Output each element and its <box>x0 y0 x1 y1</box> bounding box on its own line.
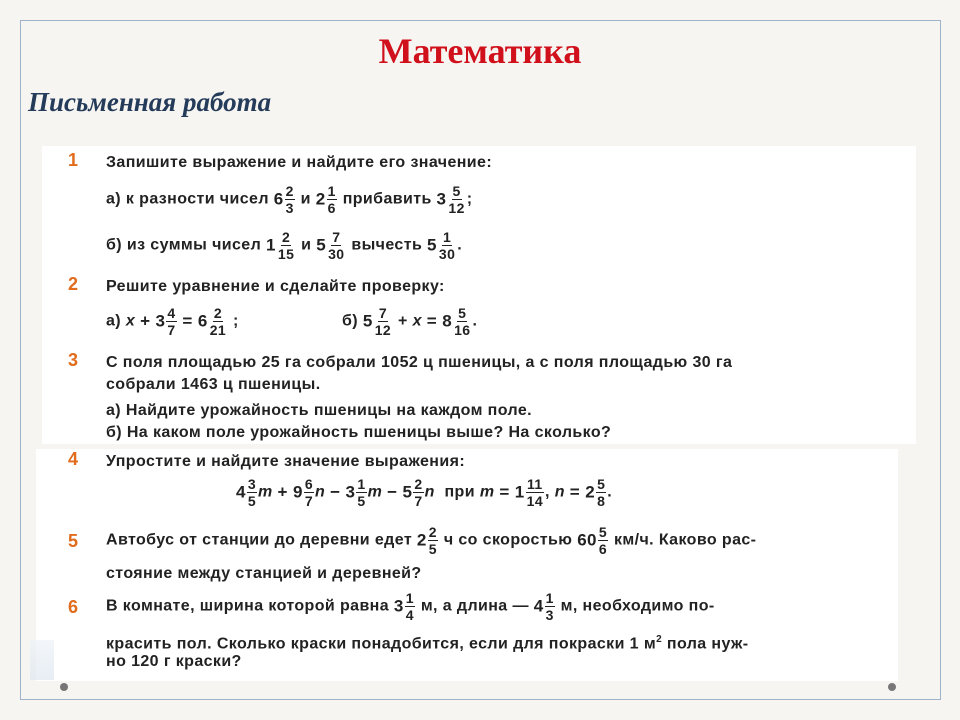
fraction: $\frac{5}{8}$ <box>597 476 606 509</box>
fraction: $\frac{5}{6}$ <box>598 524 608 557</box>
task-text: но 120 г краски? <box>106 653 242 670</box>
frame-dot <box>60 683 68 691</box>
task-number: 2 <box>68 274 79 294</box>
task-text: Запишите выражение и найдите его значение: <box>106 154 493 171</box>
fraction: $\frac{2}{21}$ <box>209 305 227 338</box>
task-item-b: б) На каком поле урожайность пшеницы выше? На сколько? <box>106 424 612 441</box>
task-number: 6 <box>68 597 79 617</box>
task-text: красить пол. Сколько краски понадобится, если для покраски 1 $м^2$ пола нуж- <box>106 634 749 653</box>
fraction: $\frac{2}{15}$ <box>277 229 295 262</box>
task-number: 5 <box>68 531 79 551</box>
task-text: Упростите и найдите значение выражения: <box>106 453 466 470</box>
tasks-card-top <box>42 146 916 444</box>
task-text: Автобус от станции до деревни едет 2 $\frac{2}{5}$ ч со скоростью 60 $\frac{5}{6}$ км/ч. Каково рас- <box>106 524 757 557</box>
frame-dot <box>888 683 896 691</box>
page-subtitle: Письменная работа <box>28 87 272 117</box>
fraction: $\frac{1}{4}$ <box>405 590 414 623</box>
fraction: $\frac{7}{30}$ <box>328 229 345 262</box>
task-item-a: а) Найдите урожайность пшеницы на каждом поле. <box>106 402 533 419</box>
fraction: $\frac{5}{16}$ <box>454 305 471 338</box>
task-item-a: а) x + 3 $\frac{4}{7}$ = 6 $\frac{2}{21}$ ; <box>106 305 239 338</box>
task-item-b: б) из суммы чисел 1 $\frac{2}{15}$ и 5 $\frac{7}{30}$ вычесть 5 $\frac{1}{30}$ . <box>106 229 463 262</box>
fraction: $\frac{6}{7}$ <box>304 476 314 509</box>
fraction: $\frac{1}{5}$ <box>357 476 366 509</box>
task-item-b: б) 5 $\frac{7}{12}$ + x = 8 $\frac{5}{16}$ . <box>342 305 478 338</box>
page-title: Математика <box>378 31 582 71</box>
fraction: $\frac{2}{5}$ <box>428 524 437 557</box>
task-text: собрали 1463 ц пшеницы. <box>106 376 321 393</box>
task-number: 4 <box>68 449 79 469</box>
fraction: $\frac{3}{5}$ <box>247 476 257 509</box>
task-expression: 4 $\frac{3}{5}$ m + 9 $\frac{6}{7}$ n − 3 $\frac{1}{5}$ m − 5 $\frac{2}{7}$ n при m = 1 $\frac{11}{14}$ , n = 2 $\frac{5}{8}$ . <box>236 476 613 509</box>
task-text: В комнате, ширина которой равна 3 $\frac{1}{4}$ м, а длина — 4 $\frac{1}{3}$ м, необходимо по- <box>106 590 715 623</box>
task-number: 1 <box>68 150 79 170</box>
fraction: $\frac{7}{12}$ <box>374 305 392 338</box>
fraction: $\frac{2}{3}$ <box>285 183 294 216</box>
fraction: $\frac{11}{14}$ <box>526 476 544 509</box>
task-text: стояние между станцией и деревней? <box>106 565 422 582</box>
fraction: $\frac{5}{12}$ <box>448 183 465 216</box>
fraction: $\frac{1}{3}$ <box>545 590 554 623</box>
task-item-a: а) к разности чисел 6 $\frac{2}{3}$ и 2 $\frac{1}{6}$ прибавить 3 $\frac{5}{12}$ ; <box>106 183 473 216</box>
watermark-mark <box>30 640 54 680</box>
task-text: Решите уравнение и сделайте проверку: <box>106 278 445 295</box>
fraction: $\frac{4}{7}$ <box>167 305 176 338</box>
task-text: С поля площадью 25 га собрали 1052 ц пшеницы, а с поля площадью 30 га <box>106 354 733 371</box>
fraction: $\frac{1}{6}$ <box>327 183 336 216</box>
tasks-card-bottom <box>36 449 898 681</box>
fraction: $\frac{1}{30}$ <box>438 229 456 262</box>
task-number: 3 <box>68 350 79 370</box>
fraction: $\frac{2}{7}$ <box>414 476 423 509</box>
